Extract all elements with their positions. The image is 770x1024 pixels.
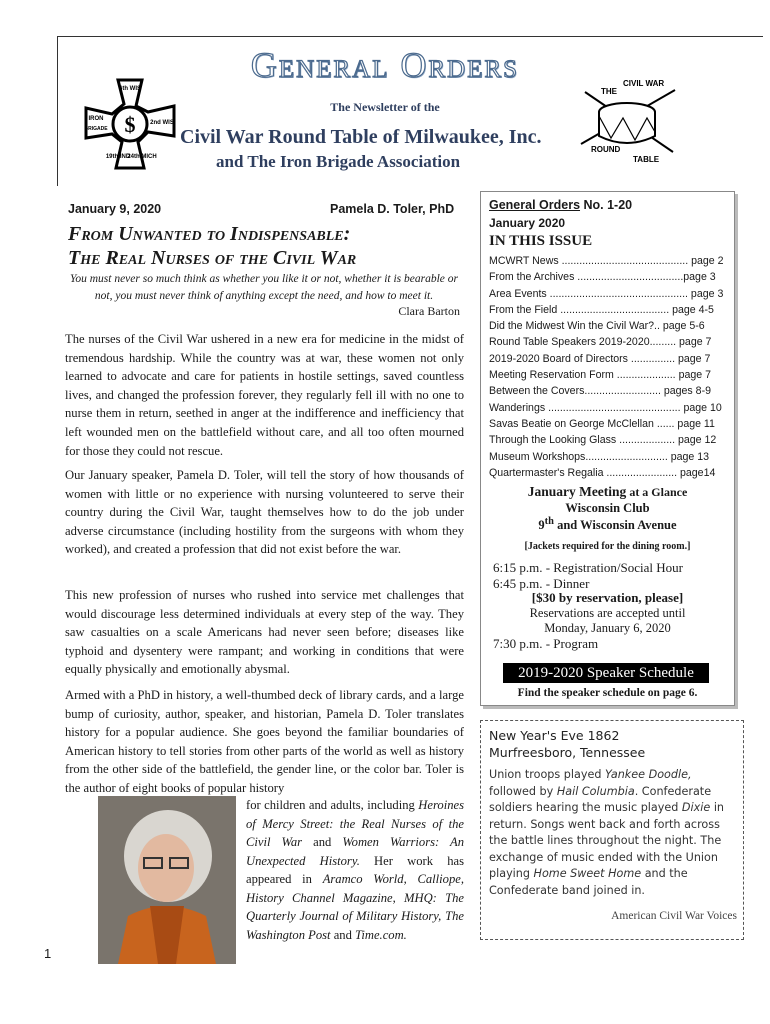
speaker-portrait-icon (98, 796, 236, 964)
logo-right-text-2: CIVIL WAR (623, 79, 665, 88)
anecdote-text-3: . Confederate soldiers hearing the music played (489, 784, 712, 814)
song-yankee-doodle: Yankee Doodle, (605, 768, 692, 781)
toc-item[interactable]: Did the Midwest Win the Civil War?.. page 5-6 (489, 320, 705, 333)
organization-name-2: and The Iron Brigade Association (216, 152, 461, 171)
logo-left-text-3: BRIGADE (84, 126, 108, 132)
toc-item[interactable]: Museum Workshops............................ page 13 (489, 450, 710, 463)
publication-time: Time.com. (355, 927, 407, 942)
toc-item[interactable]: Area Events ............................................... page 3 (489, 287, 724, 300)
article-date: January 9, 2020 (68, 202, 162, 216)
address-ordinal: th (544, 516, 554, 527)
article-paragraph-4-continued (246, 796, 464, 944)
toc-item[interactable]: 2019-2020 Board of Directors ............... page 7 (489, 352, 711, 365)
page-number: 1 (44, 946, 52, 961)
round-table-drum-icon (575, 72, 683, 168)
speaker-photo (98, 796, 236, 964)
toc-item[interactable]: Between the Covers.......................... pages 8-9 (489, 385, 711, 398)
in-this-issue-heading: IN THIS ISSUE (489, 233, 593, 249)
schedule-program: 7:30 p.m. - Program (493, 636, 599, 651)
anecdote-text-2: followed by (489, 784, 557, 798)
toc-item[interactable]: Wanderings ............................................. page 10 (489, 401, 722, 414)
anecdote-title: New Year's Eve 1862 (489, 728, 620, 743)
anecdote-location: Murfreesboro, Tennessee (489, 745, 646, 760)
toc-item[interactable]: From the Archives ....................................page 3 (489, 271, 716, 284)
toc-item[interactable]: MCWRT News ........................................... page 2 (489, 255, 724, 267)
logo-right-text-1: THE (601, 87, 617, 96)
svg-text:$: $ (124, 112, 136, 137)
anecdote-text-1: Union troops played (489, 768, 606, 781)
article-author: Pamela D. Toler, PhD (330, 202, 455, 216)
logo-right-text-3: ROUND (591, 145, 621, 154)
table-of-contents (489, 253, 729, 481)
anecdote-text-4: in return. Songs went back and forth across the battle lines throughout the night. The exchange of music ended with the Union playing (489, 801, 725, 880)
anecdote-body (489, 767, 737, 899)
meeting-heading-main: January Meeting (527, 484, 627, 499)
toc-item[interactable]: Quartermaster's Regalia ........................ page14 (489, 466, 716, 479)
anecdote-attribution: American Civil War Voices (611, 910, 737, 922)
article-paragraph-4: Armed with a PhD in history, a well-thumbed deck of library cards, and a large bump of curiosity, author, speaker, and historian, Pamela D. Toler translates history for a popular audience. She goes beyond the familiar boundaries of American history to tell stories from other parts of the world as well as history from the other side of the battlefield, the gender line, or the color bar. Toler is the author of eight books of popular history (65, 688, 464, 795)
epigraph-attribution: Clara Barton (398, 304, 460, 318)
reservation-note: Reservations are accepted until (529, 606, 686, 620)
issue-sidebar (480, 191, 735, 706)
meeting-venue: Wisconsin Club (565, 501, 650, 515)
logo-left-text-4: 2nd WIS (150, 120, 174, 126)
meeting-heading-small: at a Glance (626, 485, 688, 499)
p4b-text-3: Her work has appeared in (246, 853, 464, 886)
p4b-text-4: and (330, 927, 356, 942)
article-paragraph-1: The nurses of the Civil War ushered in a new era for medicine in the midst of tremendous hardship. While the country was at war, these women not only learned to advocate and care for patients in hostile settings, saved countless lives, and changed the profession forever, they regularly fell ill with no one to nurse them in return, seethed in anger at the indifference and inefficiency that left wounded men on the battlefield without care, and all too often mourned for those they could not rescue. (65, 332, 464, 458)
newsletter-title: General Orders (250, 45, 520, 85)
speaker-schedule-note: Find the speaker schedule on page 6. (517, 687, 698, 699)
sidebar-title-number: No. 1-20 (580, 198, 633, 212)
speaker-schedule-banner[interactable]: 2019-2020 Speaker Schedule (503, 663, 709, 683)
song-dixie: Dixie (681, 801, 711, 814)
historical-anecdote-box (480, 720, 744, 940)
dress-code-note: [Jackets required for the dining room.] (524, 541, 691, 552)
logo-left-text-1: 6th WIS (119, 86, 141, 92)
meeting-heading (481, 484, 734, 500)
schedule-registration: 6:15 p.m. - Registration/Social Hour (493, 560, 683, 575)
headline-line-1: From Unwanted to Indispensable: (68, 223, 351, 245)
epigraph-quote: You must never so much think as whether you like it or not, whether it is bearable or not, you must never think of anything except the need, and how to meet it. (70, 273, 458, 302)
toc-item[interactable]: From the Field ..................................... page 4-5 (489, 303, 714, 316)
article-paragraph-2: Our January speaker, Pamela D. Toler, will tell the story of how thousands of women with little or no experience with nursing volunteered to serve their country during the Civil War, taught themselves how to do the job under adverse circumstance (including hostility from the surgeons with whom they worked), and created a profession that did not exist before the war. (65, 468, 464, 557)
organization-name: Civil War Round Table of Milwaukee, Inc. (180, 126, 542, 148)
sidebar-date: January 2020 (489, 216, 566, 230)
song-hail-columbia: Hail Columbia (556, 784, 635, 798)
page-border-top (57, 36, 763, 37)
logo-left-text-5: 19th IND (105, 154, 131, 160)
dinner-price: [$30 by reservation, please] (531, 590, 684, 605)
p4b-text-1: for children and adults, including (246, 798, 419, 812)
reservation-deadline: Monday, January 6, 2020 (544, 621, 671, 635)
song-home-sweet-home: Home Sweet Home (533, 867, 642, 880)
toc-item[interactable]: Round Table Speakers 2019-2020......... page 7 (489, 336, 712, 349)
logo-left-text-2: IRON (88, 116, 104, 122)
book-title-women-warriors: Women Warriors: An Unexpected History. (246, 835, 464, 868)
toc-item[interactable]: Savas Beatie on George McClellan ...... page 11 (489, 417, 715, 430)
newsletter-subtitle: The Newsletter of the (330, 100, 440, 114)
toc-item[interactable]: Through the Looking Glass ................... page 12 (489, 434, 717, 447)
book-title-heroines: Heroines of Mercy Street: the Real Nurses of the Civil War (246, 798, 464, 849)
article-paragraph-3: This new profession of nurses who rushed into service met challenges that would discourage less determined individuals at every step of the way. They saw casualties on a scale Americans had never seen before; diseases like typhoid and dysentery were rampant; and working in conditions that were equally physically and emotionally abysmal. (65, 588, 464, 677)
iron-brigade-badge-icon (82, 76, 178, 172)
article-headline (68, 222, 468, 270)
meeting-address (481, 516, 734, 533)
p4b-text-2: and (302, 835, 343, 849)
logo-right-text-4: TABLE (633, 155, 660, 164)
sidebar-title-underlined: General Orders (489, 198, 581, 212)
publications-list: Aramco World, Calliope, History Channel Magazine, MHQ: The Quarterly Journal of Military History, The Washington Post (246, 872, 464, 942)
toc-item[interactable]: Meeting Reservation Form .................... page 7 (489, 369, 711, 382)
logo-left-text-6: 24th MICH (127, 154, 157, 160)
sidebar-title (489, 198, 632, 212)
address-number: 9 (538, 518, 545, 533)
address-street: and Wisconsin Avenue (553, 518, 677, 533)
schedule-dinner: 6:45 p.m. - Dinner (493, 576, 590, 591)
anecdote-text-5: and the Confederate band joined in. (489, 867, 688, 897)
headline-line-2: The Real Nurses of the Civil War (68, 247, 357, 269)
